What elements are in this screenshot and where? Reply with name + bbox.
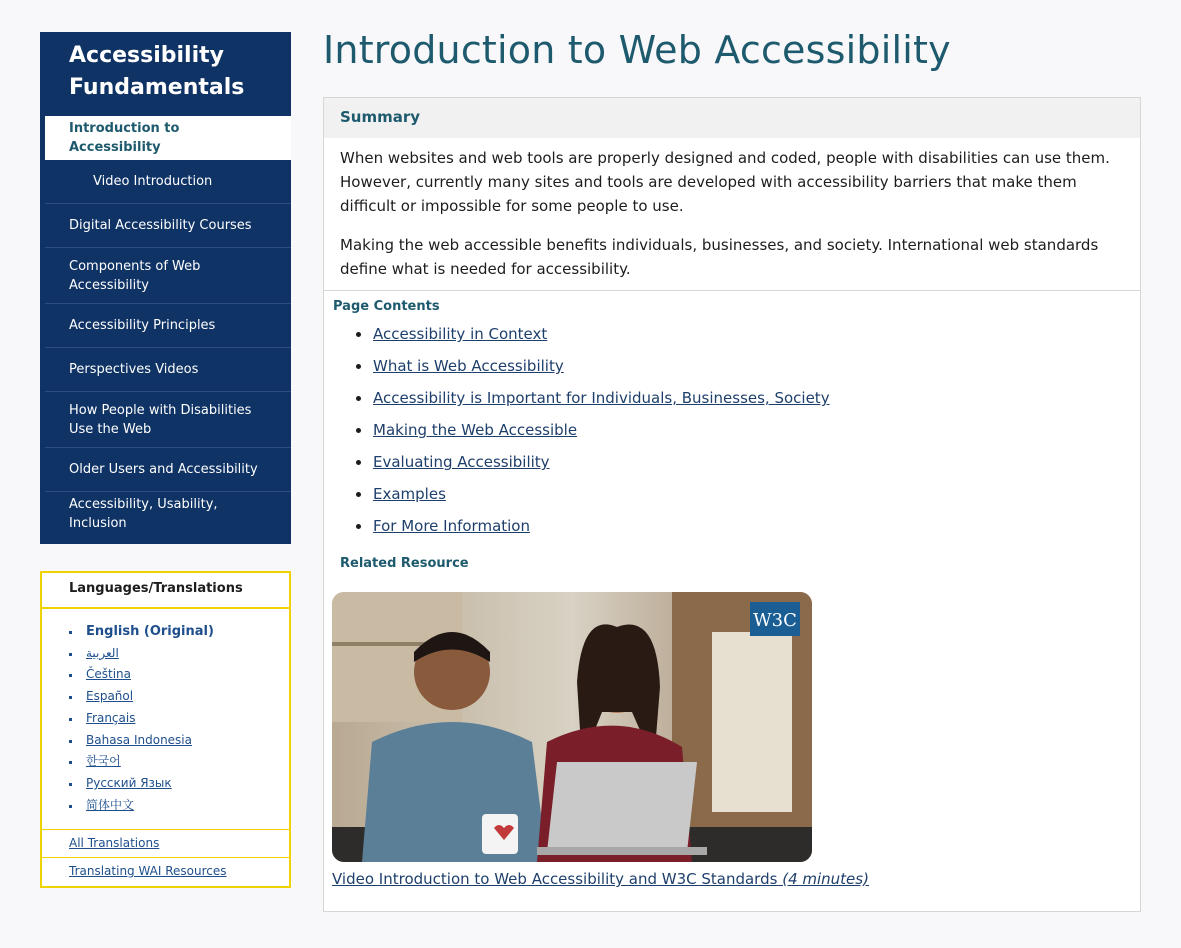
language-link-korean[interactable]: 한국어 (86, 754, 121, 769)
summary-paragraph-2: Making the web accessible benefits individuals, businesses, and society. International web standards define what is needed for accessibility. (340, 236, 1099, 278)
list-item (356, 318, 1140, 350)
page-title: Introduction to Web Accessibility (323, 28, 951, 72)
sidebar-item-introduction[interactable]: Introduction to Accessibility (45, 116, 291, 160)
sidebar-title[interactable]: Accessibility Fundamentals (69, 43, 245, 100)
list-item (356, 446, 1140, 478)
language-link-chinese[interactable]: 简体中文 (86, 797, 135, 812)
all-translations-row (42, 829, 289, 857)
list-item (69, 730, 289, 752)
toc-link-making[interactable]: Making the Web Accessible (373, 421, 578, 439)
list-item (69, 621, 289, 643)
list-item (69, 708, 289, 730)
all-translations-link[interactable]: All Translations (69, 836, 160, 850)
summary-paragraph-1: When websites and web tools are properly designed and coded, people with disabilities can use them. However, currently many sites and tools are developed with accessibility barriers that make them difficult or impossible for some people to use. (340, 149, 1110, 215)
sidebar-nav (40, 32, 291, 544)
summary-heading: Summary (324, 98, 1140, 138)
languages-heading: Languages/Translations (42, 573, 289, 609)
sidebar-item-video-introduction[interactable]: Video Introduction (45, 160, 291, 204)
sidebar-item-courses[interactable]: Digital Accessibility Courses (45, 204, 291, 248)
language-link-russian[interactable]: Русский Язык (86, 775, 172, 790)
video-thumbnail[interactable] (332, 592, 812, 862)
language-link-english[interactable]: English (Original) (86, 624, 214, 639)
toc-link-what-is[interactable]: What is Web Accessibility (373, 357, 564, 375)
list-item (69, 664, 289, 686)
summary-box (323, 97, 1141, 912)
list-item (356, 478, 1140, 510)
toc-link-examples[interactable]: Examples (373, 485, 446, 503)
translating-row (42, 857, 289, 885)
related-resource-heading: Related Resource (340, 556, 469, 571)
list-item (356, 414, 1140, 446)
list-item (69, 773, 289, 795)
language-link-czech[interactable]: Čeština (86, 667, 132, 682)
video-link[interactable]: Video Introduction to Web Accessibility and W3C Standards (4 minutes) (332, 870, 869, 888)
toc-link-important[interactable]: Accessibility is Important for Individuals, Businesses, Society (373, 389, 830, 407)
list-item (69, 795, 289, 817)
language-link-arabic[interactable]: العربية (86, 645, 119, 660)
toc-link-context[interactable]: Accessibility in Context (373, 325, 548, 343)
languages-box (40, 571, 291, 888)
sidebar-item-how-people-use[interactable]: How People with Disabilities Use the Web (45, 392, 291, 448)
list-item (356, 350, 1140, 382)
list-item (69, 643, 289, 665)
page-contents-list (324, 314, 1140, 542)
sidebar-item-usability-inclusion[interactable]: Accessibility, Usability, Inclusion (69, 497, 218, 531)
sidebar-item-older-users[interactable]: Older Users and Accessibility (45, 448, 291, 492)
toc-link-more-info[interactable]: For More Information (373, 517, 530, 535)
sidebar-item-perspectives[interactable]: Perspectives Videos (45, 348, 291, 392)
list-item (356, 382, 1140, 414)
language-link-indonesian[interactable]: Bahasa Indonesia (86, 732, 192, 747)
page-contents-heading: Page Contents (333, 299, 440, 314)
list-item (69, 686, 289, 708)
sidebar-item-components[interactable]: Components of Web Accessibility (45, 248, 291, 304)
toc-link-evaluating[interactable]: Evaluating Accessibility (373, 453, 550, 471)
translating-wai-link[interactable]: Translating WAI Resources (69, 864, 227, 878)
svg-text:W3C: W3C (753, 610, 797, 631)
list-item (69, 751, 289, 773)
language-link-french[interactable]: Français (86, 710, 136, 725)
summary-body (324, 138, 1140, 291)
list-item (356, 510, 1140, 542)
sidebar-item-principles[interactable]: Accessibility Principles (45, 304, 291, 348)
languages-list (42, 609, 289, 816)
language-link-spanish[interactable]: Español (86, 689, 134, 704)
